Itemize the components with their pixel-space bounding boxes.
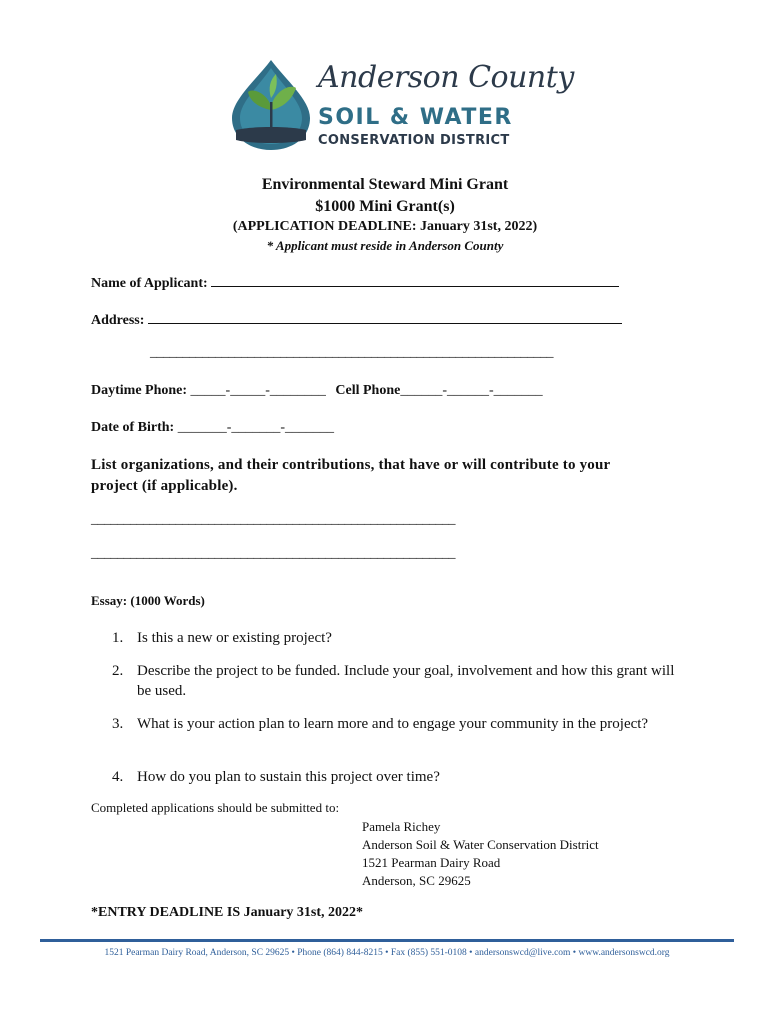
water-drop-logo-icon [226, 58, 316, 154]
dob-label: Date of Birth: [91, 420, 175, 435]
address-label: Address: [91, 313, 145, 328]
daytime-phone-input[interactable]: _____-_____-________ [190, 383, 326, 398]
logo-conservation-district: CONSERVATION DISTRICT [318, 133, 510, 148]
question-text: How do you plan to sustain this project over time? [137, 769, 440, 785]
address-input-line[interactable] [148, 309, 622, 324]
submission-address [362, 818, 599, 890]
question-number: 2. [112, 663, 124, 679]
question-number: 3. [112, 716, 124, 732]
submission-name: Pamela Richey [362, 819, 441, 834]
page-title: Environmental Steward Mini Grant [261, 176, 509, 193]
grant-amount: $1000 Mini Grant(s) [315, 198, 455, 215]
entry-deadline: *ENTRY DEADLINE IS January 31st, 2022* [91, 905, 364, 920]
residency-note: * Applicant must reside in Anderson County [266, 238, 504, 253]
logo-soil-water: SOIL & WATER [318, 105, 513, 130]
footer-divider [40, 939, 734, 942]
question-text: Is this a new or existing project? [137, 630, 332, 646]
organizations-line-1[interactable]: ________________________________________________________ [91, 512, 455, 527]
name-input-line[interactable] [211, 272, 619, 287]
question-number: 1. [112, 630, 124, 646]
cell-phone-label: Cell Phone [335, 383, 401, 398]
name-field[interactable] [91, 272, 619, 292]
dob-input[interactable]: _______-_______-_______ [177, 420, 335, 435]
submission-intro: Completed applications should be submitted to: [91, 800, 340, 815]
organizations-line-2[interactable]: ________________________________________________________ [91, 546, 455, 561]
organizations-prompt-line1: List organizations, and their contributions, that have or will contribute to your [91, 457, 611, 473]
logo-name: Anderson County [318, 60, 574, 95]
name-label: Name of Applicant: [91, 276, 208, 291]
submission-street: 1521 Pearman Dairy Road [362, 855, 501, 870]
dob-row [91, 420, 334, 436]
footer-contact: 1521 Pearman Dairy Road, Anderson, SC 29625 • Phone (864) 844-8215 • Fax (855) 551-0108 • andersonswcd@live.com • www.andersonswcd.org [104, 948, 670, 958]
submission-org: Anderson Soil & Water Conservation District [362, 837, 599, 852]
question-text: Describe the project to be funded. Include your goal, involvement and how this grant will be used. [137, 663, 675, 699]
submission-city: Anderson, SC 29625 [362, 873, 471, 888]
question-text: What is your action plan to learn more and to engage your community in the project? [137, 716, 649, 732]
address-line-2[interactable]: ______________________________________________________________ [150, 345, 553, 360]
daytime-phone-label: Daytime Phone: [91, 383, 188, 398]
phone-row [91, 383, 543, 399]
cell-phone-input[interactable]: ______-______-_______ [400, 383, 543, 398]
question-number: 4. [112, 769, 124, 785]
essay-label: Essay: (1000 Words) [91, 593, 205, 608]
address-field[interactable] [91, 309, 622, 329]
application-deadline: (APPLICATION DEADLINE: January 31st, 2022) [232, 219, 538, 234]
organizations-prompt-line2: project (if applicable). [91, 478, 238, 494]
